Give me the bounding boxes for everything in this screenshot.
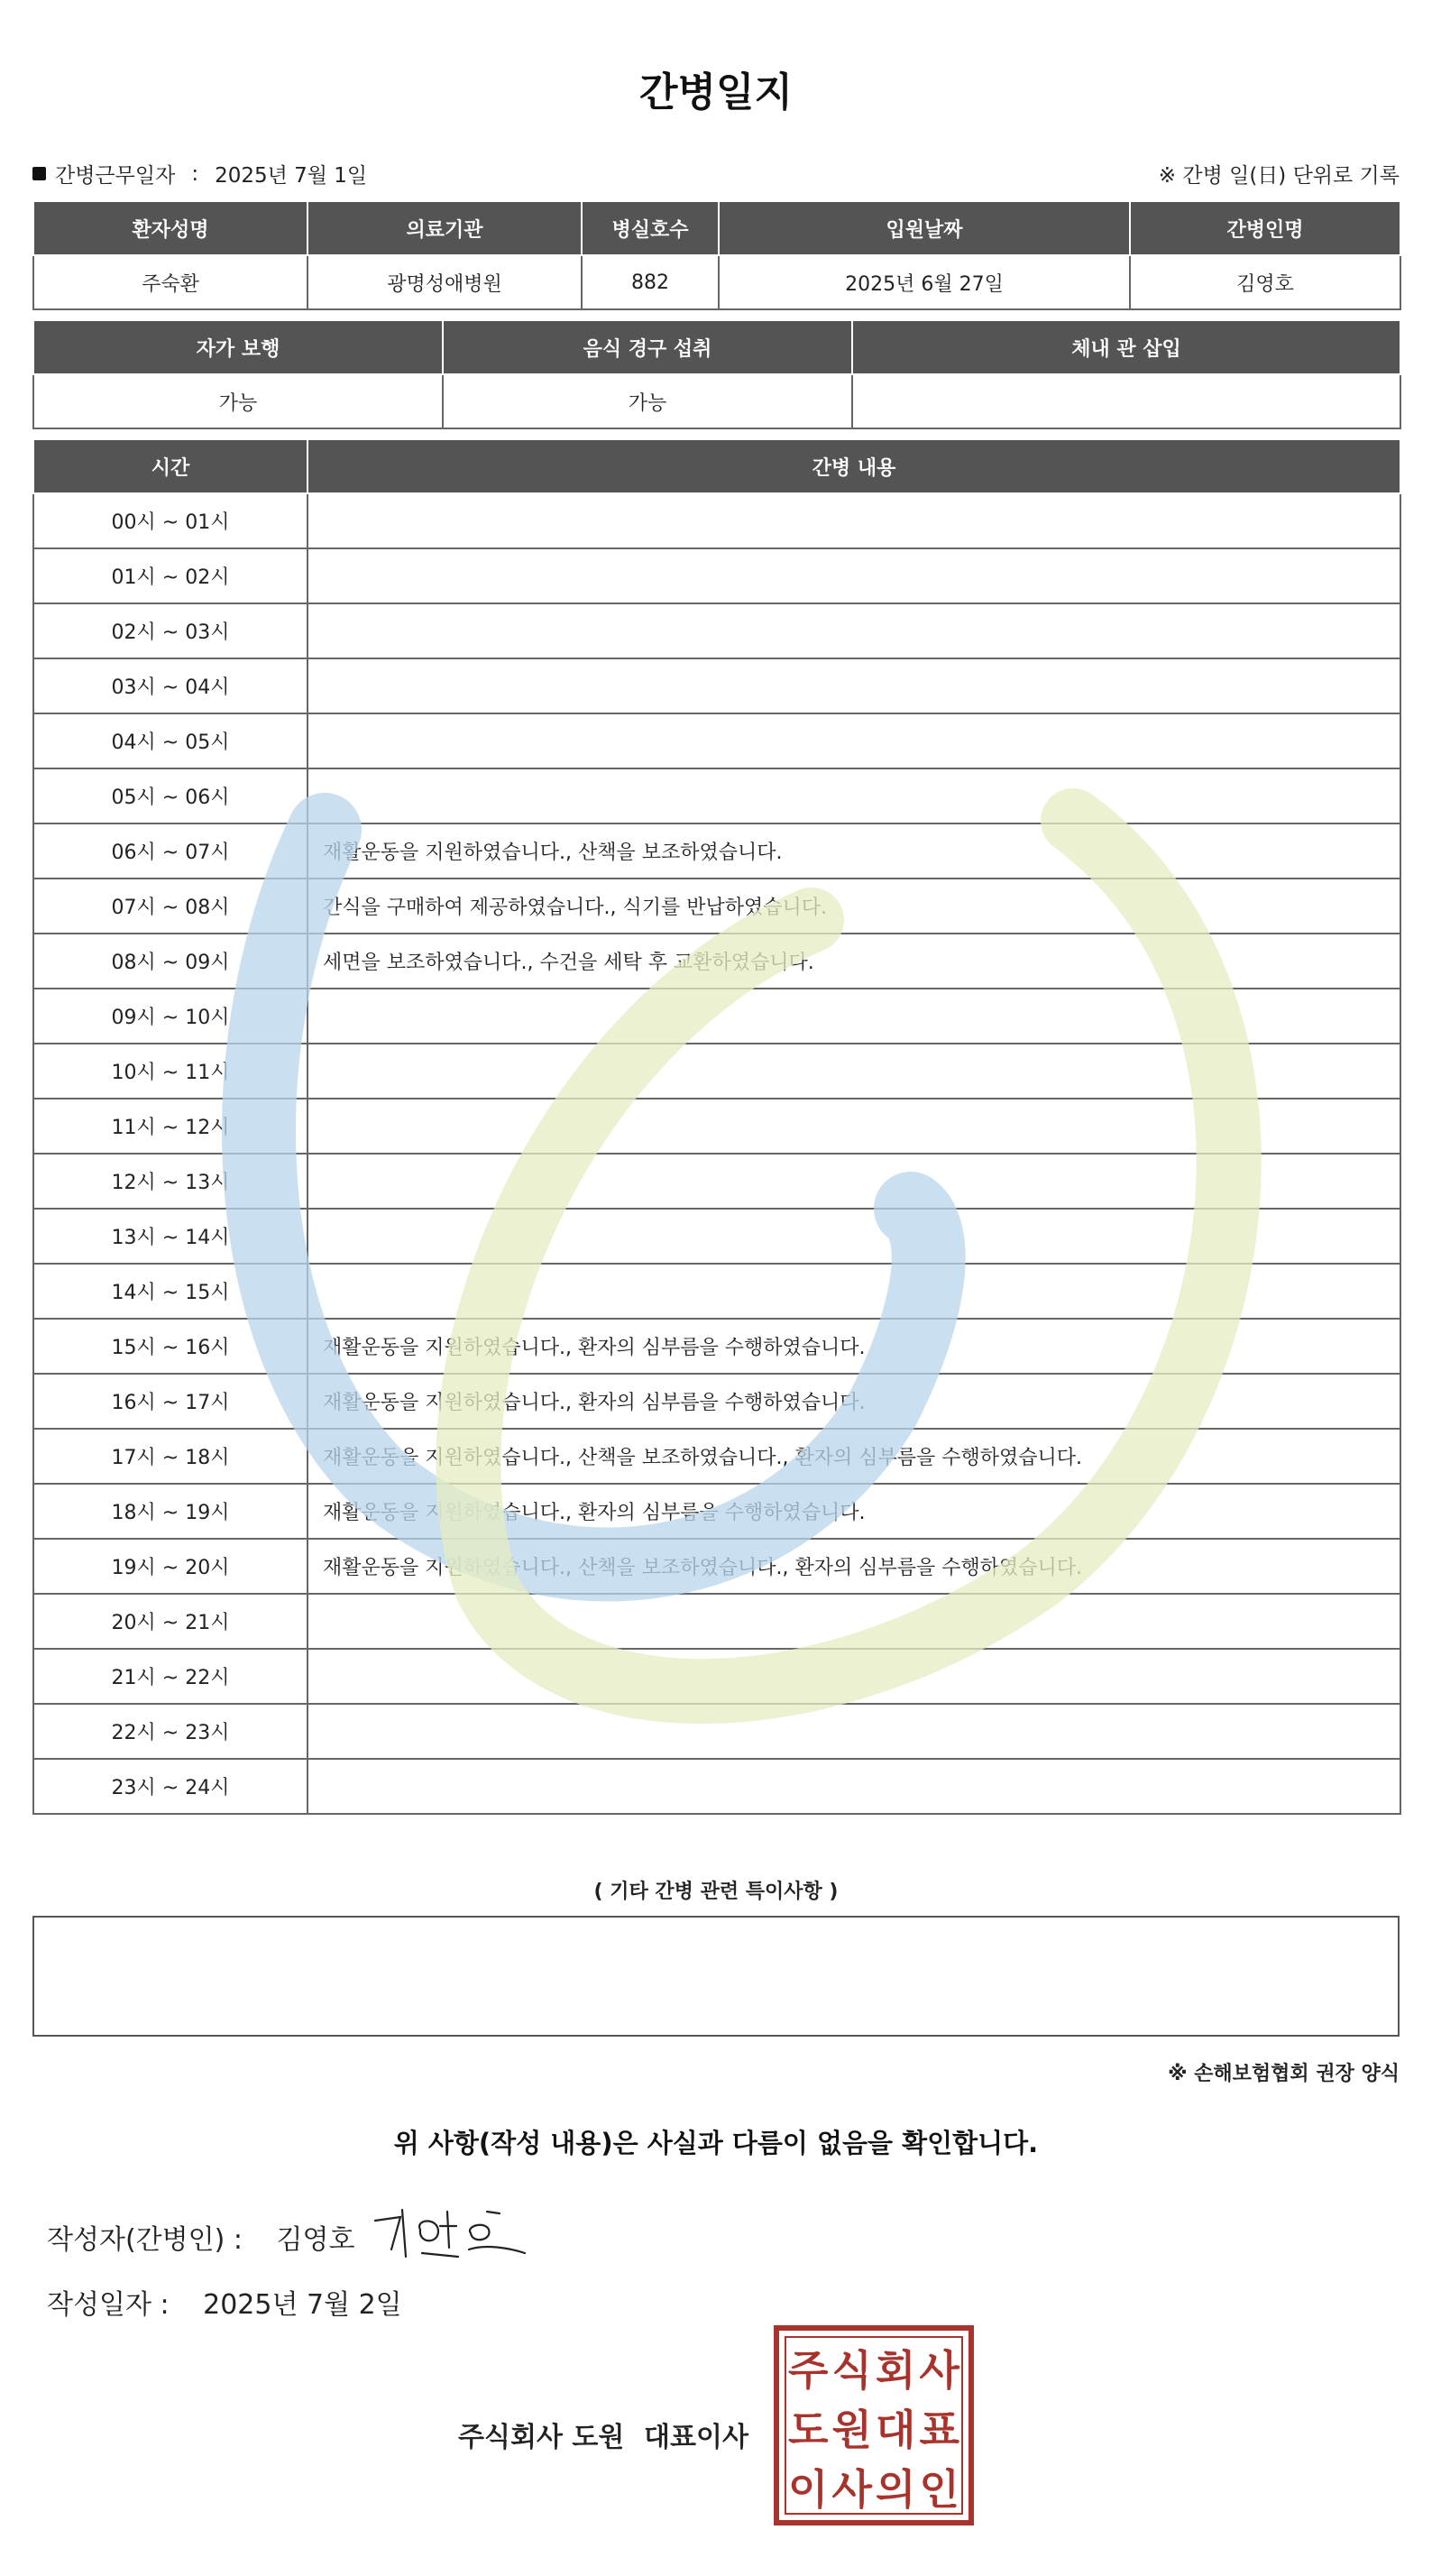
table-row	[33, 658, 1400, 713]
table-row	[33, 1044, 1400, 1099]
time-slot: 18시 ~ 19시	[33, 1484, 308, 1539]
table-row	[33, 879, 1400, 934]
seal-character: 대	[876, 2406, 916, 2454]
company-seal	[774, 2325, 974, 2525]
care-content	[308, 1209, 1400, 1264]
room-number-header: 병실호수	[582, 201, 719, 255]
table-row	[33, 1484, 1400, 1539]
writer-line	[47, 2217, 354, 2257]
care-content	[308, 548, 1400, 603]
time-slot: 17시 ~ 18시	[33, 1429, 308, 1484]
care-content	[308, 713, 1400, 768]
care-content-header: 간병 내용	[308, 439, 1400, 493]
tube-insertion-header: 체내 관 삽입	[852, 320, 1400, 374]
table-row	[33, 1099, 1400, 1154]
time-slot: 08시 ~ 09시	[33, 934, 308, 989]
patient-name: 주숙환	[33, 255, 308, 309]
tube-insertion-value	[852, 374, 1400, 428]
table-row	[33, 934, 1400, 989]
patient-name-header: 환자성명	[33, 201, 308, 255]
confirmation-statement: 위 사항(작성 내용)은 사실과 다름이 없음을 확인합니다.	[393, 2128, 1039, 2158]
time-slot: 03시 ~ 04시	[33, 658, 308, 713]
care-content: 세면을 보조하였습니다., 수건을 세탁 후 교환하였습니다.	[308, 934, 1400, 989]
table-row	[33, 1429, 1400, 1484]
written-date-label: 작성일자 :	[47, 2289, 170, 2321]
table-row	[33, 1594, 1400, 1649]
special-notes-box	[32, 1916, 1400, 2037]
seal-character: 원	[831, 2406, 872, 2454]
unit-note: ※ 간병 일(日) 단위로 기록	[1158, 164, 1400, 188]
work-date-value: 2025년 7월 1일	[215, 164, 368, 188]
table-row	[33, 989, 1400, 1044]
table-row	[33, 1539, 1400, 1594]
care-content	[308, 1044, 1400, 1099]
writer-label: 작성자(간병인) :	[47, 2224, 243, 2256]
time-slot: 21시 ~ 22시	[33, 1649, 308, 1704]
care-content	[308, 768, 1400, 823]
time-slot: 00시 ~ 01시	[33, 493, 308, 548]
hospital-name: 광명성애병원	[308, 255, 582, 309]
work-date-colon: :	[191, 161, 199, 186]
ceo-title: 대표이사	[644, 2422, 748, 2453]
oral-intake-header: 음식 경구 섭취	[443, 320, 852, 374]
room-number: 882	[582, 255, 719, 309]
table-row	[33, 1374, 1400, 1429]
seal-character: 도	[788, 2406, 829, 2454]
care-log-table	[32, 438, 1401, 1815]
care-content	[308, 1154, 1400, 1209]
seal-character: 의	[876, 2465, 916, 2514]
care-content: 재활운동을 지원하였습니다., 환자의 심부름을 수행하였습니다.	[308, 1374, 1400, 1429]
table-row	[33, 1154, 1400, 1209]
seal-character: 인	[919, 2465, 959, 2514]
table-row	[33, 603, 1400, 658]
admission-date-header: 입원날짜	[719, 201, 1130, 255]
care-content	[308, 1099, 1400, 1154]
care-content	[308, 989, 1400, 1044]
time-slot: 05시 ~ 06시	[33, 768, 308, 823]
seal-character: 식	[831, 2346, 872, 2395]
work-date	[32, 159, 367, 189]
time-slot: 14시 ~ 15시	[33, 1264, 308, 1319]
care-content: 재활운동을 지원하였습니다., 산책을 보조하였습니다.	[308, 823, 1400, 879]
handwritten-signature	[364, 2194, 545, 2275]
caregiver-name-header: 간병인명	[1130, 201, 1400, 255]
special-notes-title: ( 기타 간병 관련 특이사항 )	[593, 1881, 839, 1903]
seal-grid	[785, 2336, 963, 2515]
care-content	[308, 658, 1400, 713]
care-content	[308, 1594, 1400, 1649]
seal-character: 회	[876, 2346, 916, 2395]
care-content: 재활운동을 지원하였습니다., 환자의 심부름을 수행하였습니다.	[308, 1484, 1400, 1539]
time-slot: 15시 ~ 16시	[33, 1319, 308, 1374]
table-row	[33, 1759, 1400, 1814]
care-content	[308, 1264, 1400, 1319]
table-row	[33, 548, 1400, 603]
oral-intake-value: 가능	[443, 374, 852, 428]
time-slot: 06시 ~ 07시	[33, 823, 308, 879]
patient-info-table	[32, 200, 1401, 310]
table-row	[33, 1704, 1400, 1759]
time-slot: 16시 ~ 17시	[33, 1374, 308, 1429]
time-slot: 12시 ~ 13시	[33, 1154, 308, 1209]
care-content: 재활운동을 지원하였습니다., 산책을 보조하였습니다., 환자의 심부름을 수행하였습니다.	[308, 1429, 1400, 1484]
time-header: 시간	[33, 439, 308, 493]
patient-status-table	[32, 319, 1401, 429]
seal-character: 표	[919, 2406, 959, 2454]
time-slot: 19시 ~ 20시	[33, 1539, 308, 1594]
time-slot: 22시 ~ 23시	[33, 1704, 308, 1759]
seal-character: 사	[919, 2346, 959, 2395]
time-slot: 20시 ~ 21시	[33, 1594, 308, 1649]
table-row	[33, 823, 1400, 879]
written-date-value: 2025년 7월 2일	[203, 2289, 402, 2321]
care-content	[308, 1704, 1400, 1759]
table-row	[33, 1209, 1400, 1264]
self-walking-header: 자가 보행	[33, 320, 443, 374]
bullet-square-icon	[32, 167, 46, 180]
time-slot: 01시 ~ 02시	[33, 548, 308, 603]
admission-date: 2025년 6월 27일	[719, 255, 1130, 309]
time-slot: 09시 ~ 10시	[33, 989, 308, 1044]
care-content: 간식을 구매하여 제공하였습니다., 식기를 반납하였습니다.	[308, 879, 1400, 934]
care-content: 재활운동을 지원하였습니다., 환자의 심부름을 수행하였습니다.	[308, 1319, 1400, 1374]
table-row	[33, 1264, 1400, 1319]
association-note: ※ 손해보험협회 권장 양식	[1168, 2063, 1400, 2085]
care-content	[308, 1759, 1400, 1814]
care-content	[308, 1649, 1400, 1704]
table-row	[33, 713, 1400, 768]
seal-character: 주	[788, 2346, 829, 2395]
time-slot: 11시 ~ 12시	[33, 1099, 308, 1154]
time-slot: 13시 ~ 14시	[33, 1209, 308, 1264]
time-slot: 04시 ~ 05시	[33, 713, 308, 768]
time-slot: 02시 ~ 03시	[33, 603, 308, 658]
table-row	[33, 493, 1400, 548]
document-title: 간병일지	[638, 69, 793, 115]
work-date-label: 간병근무일자	[55, 164, 176, 188]
hospital-header: 의료기관	[308, 201, 582, 255]
seal-character: 사	[831, 2465, 872, 2514]
caregiver-name: 김영호	[1130, 255, 1400, 309]
time-slot: 07시 ~ 08시	[33, 879, 308, 934]
seal-character: 이	[788, 2465, 829, 2514]
time-slot: 23시 ~ 24시	[33, 1759, 308, 1814]
time-slot: 10시 ~ 11시	[33, 1044, 308, 1099]
care-content	[308, 493, 1400, 548]
care-content: 재활운동을 지원하였습니다., 산책을 보조하였습니다., 환자의 심부름을 수행하였습니다.	[308, 1539, 1400, 1594]
self-walking-value: 가능	[33, 374, 443, 428]
written-date-line	[47, 2282, 402, 2322]
writer-name: 김영호	[276, 2224, 355, 2256]
company-name: 주식회사 도원	[458, 2422, 625, 2453]
table-row	[33, 768, 1400, 823]
table-row	[33, 1649, 1400, 1704]
care-content	[308, 603, 1400, 658]
table-row	[33, 1319, 1400, 1374]
